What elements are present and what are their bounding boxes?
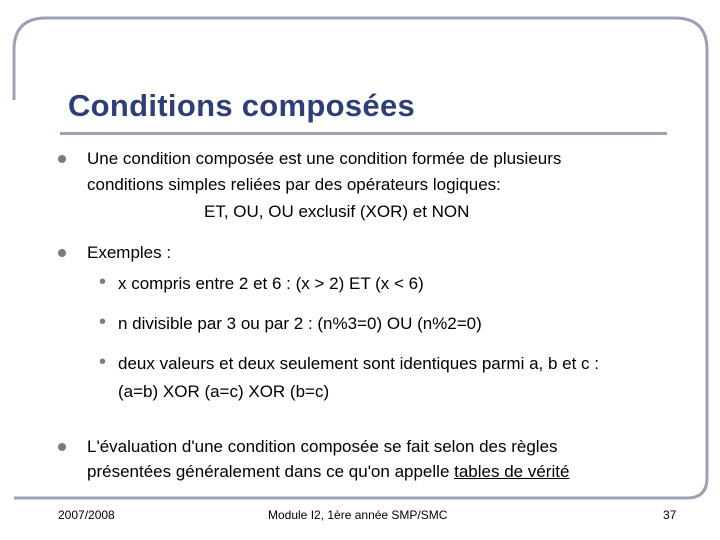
footer-course: Module I2, 1ère année SMP/SMC: [268, 508, 448, 522]
bullet-3-line-2: [87, 462, 569, 482]
example-3-line-1: deux valeurs et deux seulement sont identiques parmi a, b et c :: [118, 354, 599, 373]
slide-title: Conditions composées: [68, 88, 416, 123]
bullet-dot-icon: [58, 155, 66, 163]
title-divider: [60, 132, 667, 135]
sub-bullet-dot-icon: •: [99, 311, 107, 333]
example-2: n divisible par 3 ou par 2 : (n%3=0) OU (n%2=0): [118, 314, 482, 333]
bullet-dot-icon: [58, 249, 66, 257]
bullet-1-line-2: conditions simples reliées par des opérateurs logiques:: [87, 175, 501, 194]
truth-tables-term: tables de vérité: [454, 462, 570, 481]
bullet-1-line-3: ET, OU, OU exclusif (XOR) et NON: [204, 202, 470, 221]
sub-bullet-dot-icon: •: [99, 351, 107, 373]
example-3-line-2: (a=b) XOR (a=c) XOR (b=c): [118, 382, 330, 401]
bullet-3-text: présentées généralement dans ce qu'on appelle: [87, 462, 455, 481]
example-1: x compris entre 2 et 6 : (x > 2) ET (x < 6): [118, 274, 424, 293]
bullet-dot-icon: [58, 443, 66, 451]
bullet-3-line-1: L'évaluation d'une condition composée se fait selon des règles: [87, 437, 558, 456]
footer-date: 2007/2008: [58, 508, 115, 522]
bullet-1-line-1: Une condition composée est une condition formée de plusieurs: [87, 149, 562, 168]
sub-bullet-dot-icon: •: [99, 271, 107, 293]
bullet-2-line-1: Exemples :: [87, 243, 172, 262]
footer-page-number: 37: [663, 508, 677, 522]
